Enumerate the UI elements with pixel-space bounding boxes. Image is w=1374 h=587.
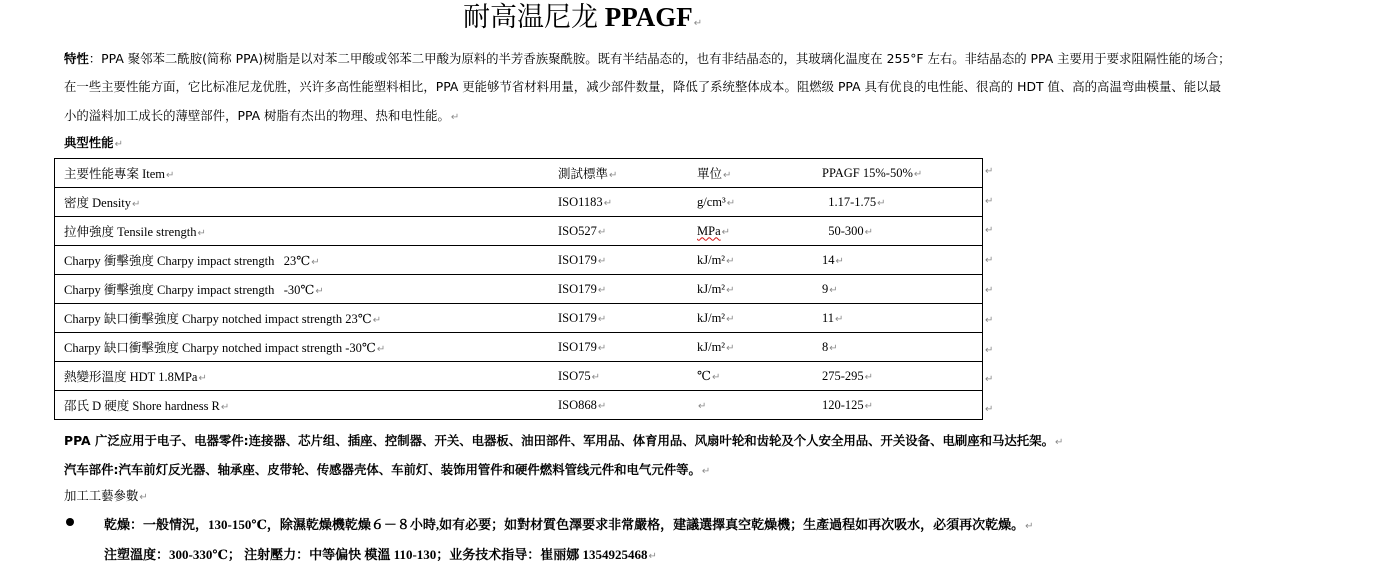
header-value: PPAGF 15%-50%↵ bbox=[813, 159, 983, 188]
cell-standard: ISO1183↵ bbox=[549, 188, 688, 217]
cell-item: 邵氏 D 硬度 Shore hardness R↵ bbox=[55, 391, 550, 420]
header-item: 主要性能專案 Item↵ bbox=[55, 159, 550, 188]
intro-text-1: ：PPA 聚邻苯二酰胺(简称 PPA)树脂是以对苯二甲酸或邻苯二甲酸为原料的半芳香族聚酰胺。既有半结晶态的，也有非结晶态的，其玻璃化温度在 255°F 左右。非结晶态的 PPA 主要用于要求阻隔性能的场合； bbox=[88, 51, 1231, 66]
cell-standard: ISO179↵ bbox=[549, 333, 688, 362]
cell-item: 熱變形溫度 HDT 1.8MPa↵ bbox=[55, 362, 550, 391]
cell-item: Charpy 缺口衝擊強度 Charpy notched impact strength -30℃↵ bbox=[55, 333, 550, 362]
processing-heading-text: 加工工藝參數 bbox=[64, 488, 139, 503]
injection-text: 注塑溫度：300-330℃； 注射壓力：中等偏快 模溫 110-130；业务技术指导：崔丽娜 1354925468 bbox=[104, 547, 648, 562]
cell-standard: ISO179↵ bbox=[549, 275, 688, 304]
cell-value: 50-300↵ bbox=[813, 217, 983, 246]
intro-label: 特性 bbox=[64, 51, 89, 66]
cell-item: Charpy 缺口衝擊強度 Charpy notched impact strength 23℃↵ bbox=[55, 304, 550, 333]
cell-item: 密度 Density↵ bbox=[55, 188, 550, 217]
cell-value: 14↵ bbox=[813, 246, 983, 275]
cell-value: 1.17-1.75↵ bbox=[813, 188, 983, 217]
document-title bbox=[463, 0, 702, 34]
row-end-mark-icon: ↵ bbox=[985, 225, 994, 236]
cell-standard: ISO868↵ bbox=[549, 391, 688, 420]
injection-line bbox=[104, 541, 1374, 571]
table-row bbox=[55, 246, 983, 275]
row-end-mark-icon: ↵ bbox=[985, 166, 994, 177]
applications-text: 广泛应用于电子、电器零件:连接器、芯片组、插座、控制器、开关、电器板、油田部件、军用品、体育用品、风扇叶轮和齿轮及个人安全用品、开关设备、电刷座和马达托架。 bbox=[90, 433, 1054, 448]
intro-text-3: 小的溢料加工成长的薄壁部件，PPA 树脂有杰出的物理、热和电性能。 bbox=[64, 108, 450, 123]
title-english: PPAGF bbox=[604, 2, 693, 32]
paragraph-mark-icon: ↵ bbox=[139, 492, 148, 503]
intro-line-2: 在一些主要性能方面，它比标准尼龙优胜，兴许多高性能塑料相比，PPA 更能够节省材料用量，减少部件数量，降低了系统整体成本。阻燃级 PPA 具有优良的电性能、很高的 HDT 值、高的高温弯曲模量、能以最 bbox=[64, 79, 1221, 94]
title-chinese: 耐高温尼龙 bbox=[463, 2, 598, 32]
row-end-mark-icon: ↵ bbox=[985, 196, 994, 207]
drying-line bbox=[104, 511, 1374, 541]
table-row bbox=[55, 391, 983, 420]
cell-item: Charpy 衝擊強度 Charpy impact strength 23℃↵ bbox=[55, 246, 550, 275]
cell-standard: ISO179↵ bbox=[549, 304, 688, 333]
header-standard: 測試標準↵ bbox=[549, 159, 688, 188]
table-row bbox=[55, 304, 983, 333]
cell-standard: ISO75↵ bbox=[549, 362, 688, 391]
table-row bbox=[55, 362, 983, 391]
heading-text: 典型性能 bbox=[64, 135, 114, 150]
table-row bbox=[55, 275, 983, 304]
paragraph-mark-icon: ↵ bbox=[1025, 521, 1034, 532]
table-header-row bbox=[55, 159, 983, 188]
bullet-icon bbox=[66, 518, 74, 526]
cell-item: Charpy 衝擊強度 Charpy impact strength -30℃↵ bbox=[55, 275, 550, 304]
paragraph-mark-icon: ↵ bbox=[648, 551, 657, 562]
cell-unit: kJ/m²↵ bbox=[688, 304, 813, 333]
cell-value: 8↵ bbox=[813, 333, 983, 362]
cell-unit: kJ/m²↵ bbox=[688, 275, 813, 304]
cell-value: 120-125↵ bbox=[813, 391, 983, 420]
cell-unit: g/cm³↵ bbox=[688, 188, 813, 217]
table-row bbox=[55, 333, 983, 362]
cell-standard: ISO527↵ bbox=[549, 217, 688, 246]
paragraph-mark-icon: ↵ bbox=[450, 112, 460, 123]
drying-text: 乾燥：一般情況，130-150℃，除濕乾燥機乾燥６－８小時,如有必要；如對材質色澤要求非常嚴格，建議選擇真空乾燥機；生產過程如再次吸水，必須再次乾燥。 bbox=[104, 517, 1025, 532]
cell-unit: MPa↵ bbox=[688, 217, 813, 246]
cell-item: 拉伸強度 Tensile strength↵ bbox=[55, 217, 550, 246]
row-end-mark-icon: ↵ bbox=[985, 345, 994, 356]
typical-properties-heading bbox=[64, 129, 1354, 159]
cell-unit: ℃↵ bbox=[688, 362, 813, 391]
cell-unit: ↵ bbox=[688, 391, 813, 420]
intro-line-3 bbox=[64, 102, 1354, 132]
cell-unit: kJ/m²↵ bbox=[688, 246, 813, 275]
header-unit: 單位↵ bbox=[688, 159, 813, 188]
paragraph-mark-icon: ↵ bbox=[114, 139, 123, 150]
paragraph-mark-icon: ↵ bbox=[1054, 437, 1064, 448]
intro-line-1 bbox=[64, 45, 1354, 73]
cell-standard: ISO179↵ bbox=[549, 246, 688, 275]
automotive-text: 汽车部件:汽车前灯反光器、轴承座、皮带轮、传感器壳体、车前灯、装饰用管件和硬件燃料管线元件和电气元件等。 bbox=[64, 462, 701, 477]
applications-line bbox=[64, 427, 1354, 457]
cell-value: 11↵ bbox=[813, 304, 983, 333]
table-row bbox=[55, 188, 983, 217]
paragraph-mark-icon: ↵ bbox=[701, 466, 711, 477]
row-end-mark-icon: ↵ bbox=[985, 255, 994, 266]
row-end-mark-icon: ↵ bbox=[985, 374, 994, 385]
paragraph-mark-icon: ↵ bbox=[693, 18, 703, 29]
applications-lead: PPA bbox=[64, 433, 91, 448]
cell-value: 9↵ bbox=[813, 275, 983, 304]
processing-heading bbox=[64, 482, 1354, 512]
cell-value: 275-295↵ bbox=[813, 362, 983, 391]
row-end-mark-icon: ↵ bbox=[985, 404, 994, 415]
cell-unit: kJ/m²↵ bbox=[688, 333, 813, 362]
row-end-mark-icon: ↵ bbox=[985, 315, 994, 326]
table-row bbox=[55, 217, 983, 246]
properties-table bbox=[54, 158, 983, 420]
row-end-mark-icon: ↵ bbox=[985, 285, 994, 296]
